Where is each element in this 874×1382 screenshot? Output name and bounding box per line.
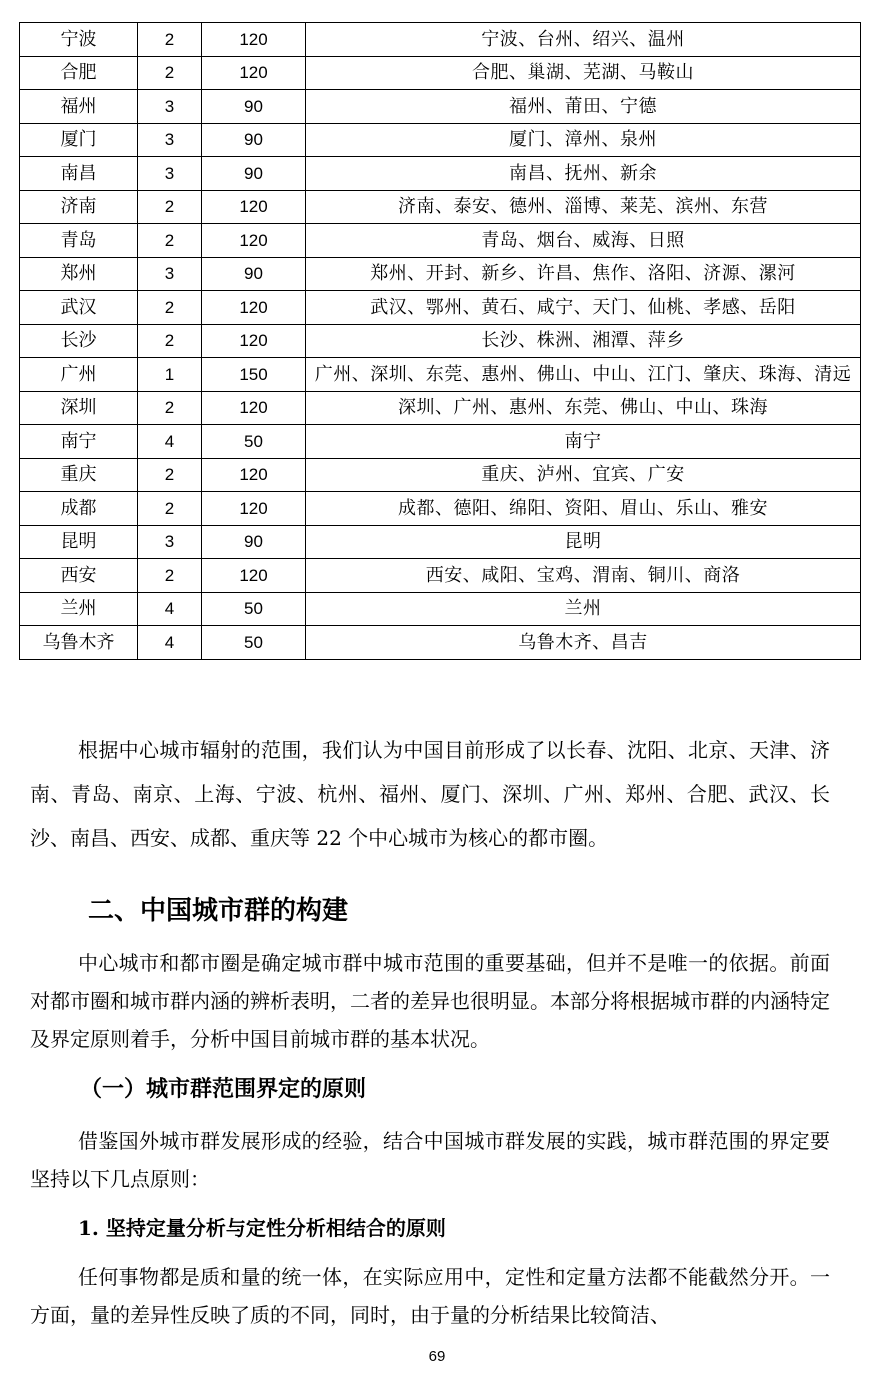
table-row bbox=[20, 492, 861, 526]
table-row bbox=[20, 458, 861, 492]
level-cell: 2 bbox=[138, 458, 202, 492]
table-row bbox=[20, 559, 861, 593]
table-row bbox=[20, 190, 861, 224]
member-cities-cell: 重庆、泸州、宜宾、广安 bbox=[306, 458, 861, 492]
radius-cell: 90 bbox=[202, 525, 306, 559]
city-table bbox=[19, 22, 861, 660]
radius-cell: 120 bbox=[202, 23, 306, 57]
level-cell: 4 bbox=[138, 425, 202, 459]
city-name-cell: 南宁 bbox=[20, 425, 138, 459]
table-row bbox=[20, 123, 861, 157]
radius-cell: 120 bbox=[202, 56, 306, 90]
level-cell: 3 bbox=[138, 257, 202, 291]
table-row bbox=[20, 425, 861, 459]
member-cities-cell: 济南、泰安、德州、淄博、莱芜、滨州、东营 bbox=[306, 190, 861, 224]
table-row bbox=[20, 592, 861, 626]
section-heading: 二、中国城市群的构建 bbox=[88, 896, 349, 926]
table-row bbox=[20, 257, 861, 291]
member-cities-cell: 合肥、巢湖、芜湖、马鞍山 bbox=[306, 56, 861, 90]
level-cell: 4 bbox=[138, 626, 202, 660]
city-name-cell: 南昌 bbox=[20, 157, 138, 191]
city-name-cell: 合肥 bbox=[20, 56, 138, 90]
city-table-body bbox=[20, 23, 861, 660]
radius-cell: 120 bbox=[202, 458, 306, 492]
city-name-cell: 成都 bbox=[20, 492, 138, 526]
paragraph-city-cluster-basis: 中心城市和都市圈是确定城市群中城市范围的重要基础，但并不是唯一的依据。前面对都市圈和城市群内涵的辨析表明，二者的差异也很明显。本部分将根据城市群的内涵特定及界定原则着手，分析中国目前城市群的基本状况。 bbox=[30, 951, 830, 1051]
level-cell: 1 bbox=[138, 358, 202, 392]
paragraph-qualitative-quantitative: 任何事物都是质和量的统一体，在实际应用中，定性和定量方法都不能截然分开。一方面，量的差异性反映了质的不同，同时，由于量的分析结果比较简洁、 bbox=[30, 1265, 830, 1327]
city-name-cell: 青岛 bbox=[20, 224, 138, 258]
city-name-cell: 兰州 bbox=[20, 592, 138, 626]
table-row bbox=[20, 23, 861, 57]
radius-cell: 120 bbox=[202, 492, 306, 526]
level-cell: 2 bbox=[138, 224, 202, 258]
paragraph-metro-areas: 根据中心城市辐射的范围，我们认为中国目前形成了以长春、沈阳、北京、天津、济南、青岛、南京、上海、宁波、杭州、福州、厦门、深圳、广州、郑州、合肥、武汉、长沙、南昌、西安、成都、重庆等 22 个中心城市为核心的都市圈。 bbox=[30, 738, 830, 850]
level-cell: 4 bbox=[138, 592, 202, 626]
member-cities-cell: 福州、莆田、宁德 bbox=[306, 90, 861, 124]
city-name-cell: 重庆 bbox=[20, 458, 138, 492]
city-name-cell: 济南 bbox=[20, 190, 138, 224]
member-cities-cell: 武汉、鄂州、黄石、咸宁、天门、仙桃、孝感、岳阳 bbox=[306, 291, 861, 325]
radius-cell: 120 bbox=[202, 224, 306, 258]
city-name-cell: 乌鲁木齐 bbox=[20, 626, 138, 660]
radius-cell: 120 bbox=[202, 324, 306, 358]
city-name-cell: 宁波 bbox=[20, 23, 138, 57]
radius-cell: 150 bbox=[202, 358, 306, 392]
city-name-cell: 深圳 bbox=[20, 391, 138, 425]
table-row bbox=[20, 56, 861, 90]
radius-cell: 50 bbox=[202, 626, 306, 660]
radius-cell: 50 bbox=[202, 425, 306, 459]
city-name-cell: 西安 bbox=[20, 559, 138, 593]
level-cell: 2 bbox=[138, 559, 202, 593]
member-cities-cell: 南昌、抚州、新余 bbox=[306, 157, 861, 191]
level-cell: 3 bbox=[138, 157, 202, 191]
city-name-cell: 昆明 bbox=[20, 525, 138, 559]
page-number: 69 bbox=[428, 1348, 446, 1365]
member-cities-cell: 西安、咸阳、宝鸡、渭南、铜川、商洛 bbox=[306, 559, 861, 593]
member-cities-cell: 长沙、株洲、湘潭、萍乡 bbox=[306, 324, 861, 358]
paragraph-principles-intro: 借鉴国外城市群发展形成的经验，结合中国城市群发展的实践，城市群范围的界定要坚持以下几点原则： bbox=[30, 1129, 830, 1191]
level-cell: 2 bbox=[138, 391, 202, 425]
level-cell: 3 bbox=[138, 525, 202, 559]
level-cell: 2 bbox=[138, 190, 202, 224]
table-row bbox=[20, 90, 861, 124]
radius-cell: 90 bbox=[202, 123, 306, 157]
member-cities-cell: 昆明 bbox=[306, 525, 861, 559]
table-row bbox=[20, 358, 861, 392]
member-cities-cell: 青岛、烟台、威海、日照 bbox=[306, 224, 861, 258]
member-cities-cell: 广州、深圳、东莞、惠州、佛山、中山、江门、肇庆、珠海、清远 bbox=[306, 358, 861, 392]
level-cell: 2 bbox=[138, 56, 202, 90]
radius-cell: 90 bbox=[202, 257, 306, 291]
radius-cell: 90 bbox=[202, 157, 306, 191]
radius-cell: 90 bbox=[202, 90, 306, 124]
member-cities-cell: 成都、德阳、绵阳、资阳、眉山、乐山、雅安 bbox=[306, 492, 861, 526]
member-cities-cell: 厦门、漳州、泉州 bbox=[306, 123, 861, 157]
member-cities-cell: 宁波、台州、绍兴、温州 bbox=[306, 23, 861, 57]
member-cities-cell: 深圳、广州、惠州、东莞、佛山、中山、珠海 bbox=[306, 391, 861, 425]
level-cell: 2 bbox=[138, 324, 202, 358]
radius-cell: 120 bbox=[202, 559, 306, 593]
table-row bbox=[20, 324, 861, 358]
radius-cell: 120 bbox=[202, 391, 306, 425]
level-cell: 3 bbox=[138, 90, 202, 124]
level-cell: 2 bbox=[138, 291, 202, 325]
table-row bbox=[20, 291, 861, 325]
table-row bbox=[20, 224, 861, 258]
subsection-heading: （一）城市群范围界定的原则 bbox=[80, 1076, 367, 1102]
table-row bbox=[20, 525, 861, 559]
radius-cell: 120 bbox=[202, 190, 306, 224]
table-row bbox=[20, 157, 861, 191]
principle-heading: 1. 坚持定量分析与定性分析相结合的原则 bbox=[78, 1216, 446, 1240]
city-name-cell: 长沙 bbox=[20, 324, 138, 358]
member-cities-cell: 郑州、开封、新乡、许昌、焦作、洛阳、济源、漯河 bbox=[306, 257, 861, 291]
level-cell: 2 bbox=[138, 23, 202, 57]
city-name-cell: 福州 bbox=[20, 90, 138, 124]
level-cell: 3 bbox=[138, 123, 202, 157]
city-name-cell: 广州 bbox=[20, 358, 138, 392]
level-cell: 2 bbox=[138, 492, 202, 526]
table-row bbox=[20, 391, 861, 425]
member-cities-cell: 南宁 bbox=[306, 425, 861, 459]
city-name-cell: 厦门 bbox=[20, 123, 138, 157]
radius-cell: 120 bbox=[202, 291, 306, 325]
member-cities-cell: 乌鲁木齐、昌吉 bbox=[306, 626, 861, 660]
city-name-cell: 郑州 bbox=[20, 257, 138, 291]
city-name-cell: 武汉 bbox=[20, 291, 138, 325]
radius-cell: 50 bbox=[202, 592, 306, 626]
member-cities-cell: 兰州 bbox=[306, 592, 861, 626]
table-row bbox=[20, 626, 861, 660]
